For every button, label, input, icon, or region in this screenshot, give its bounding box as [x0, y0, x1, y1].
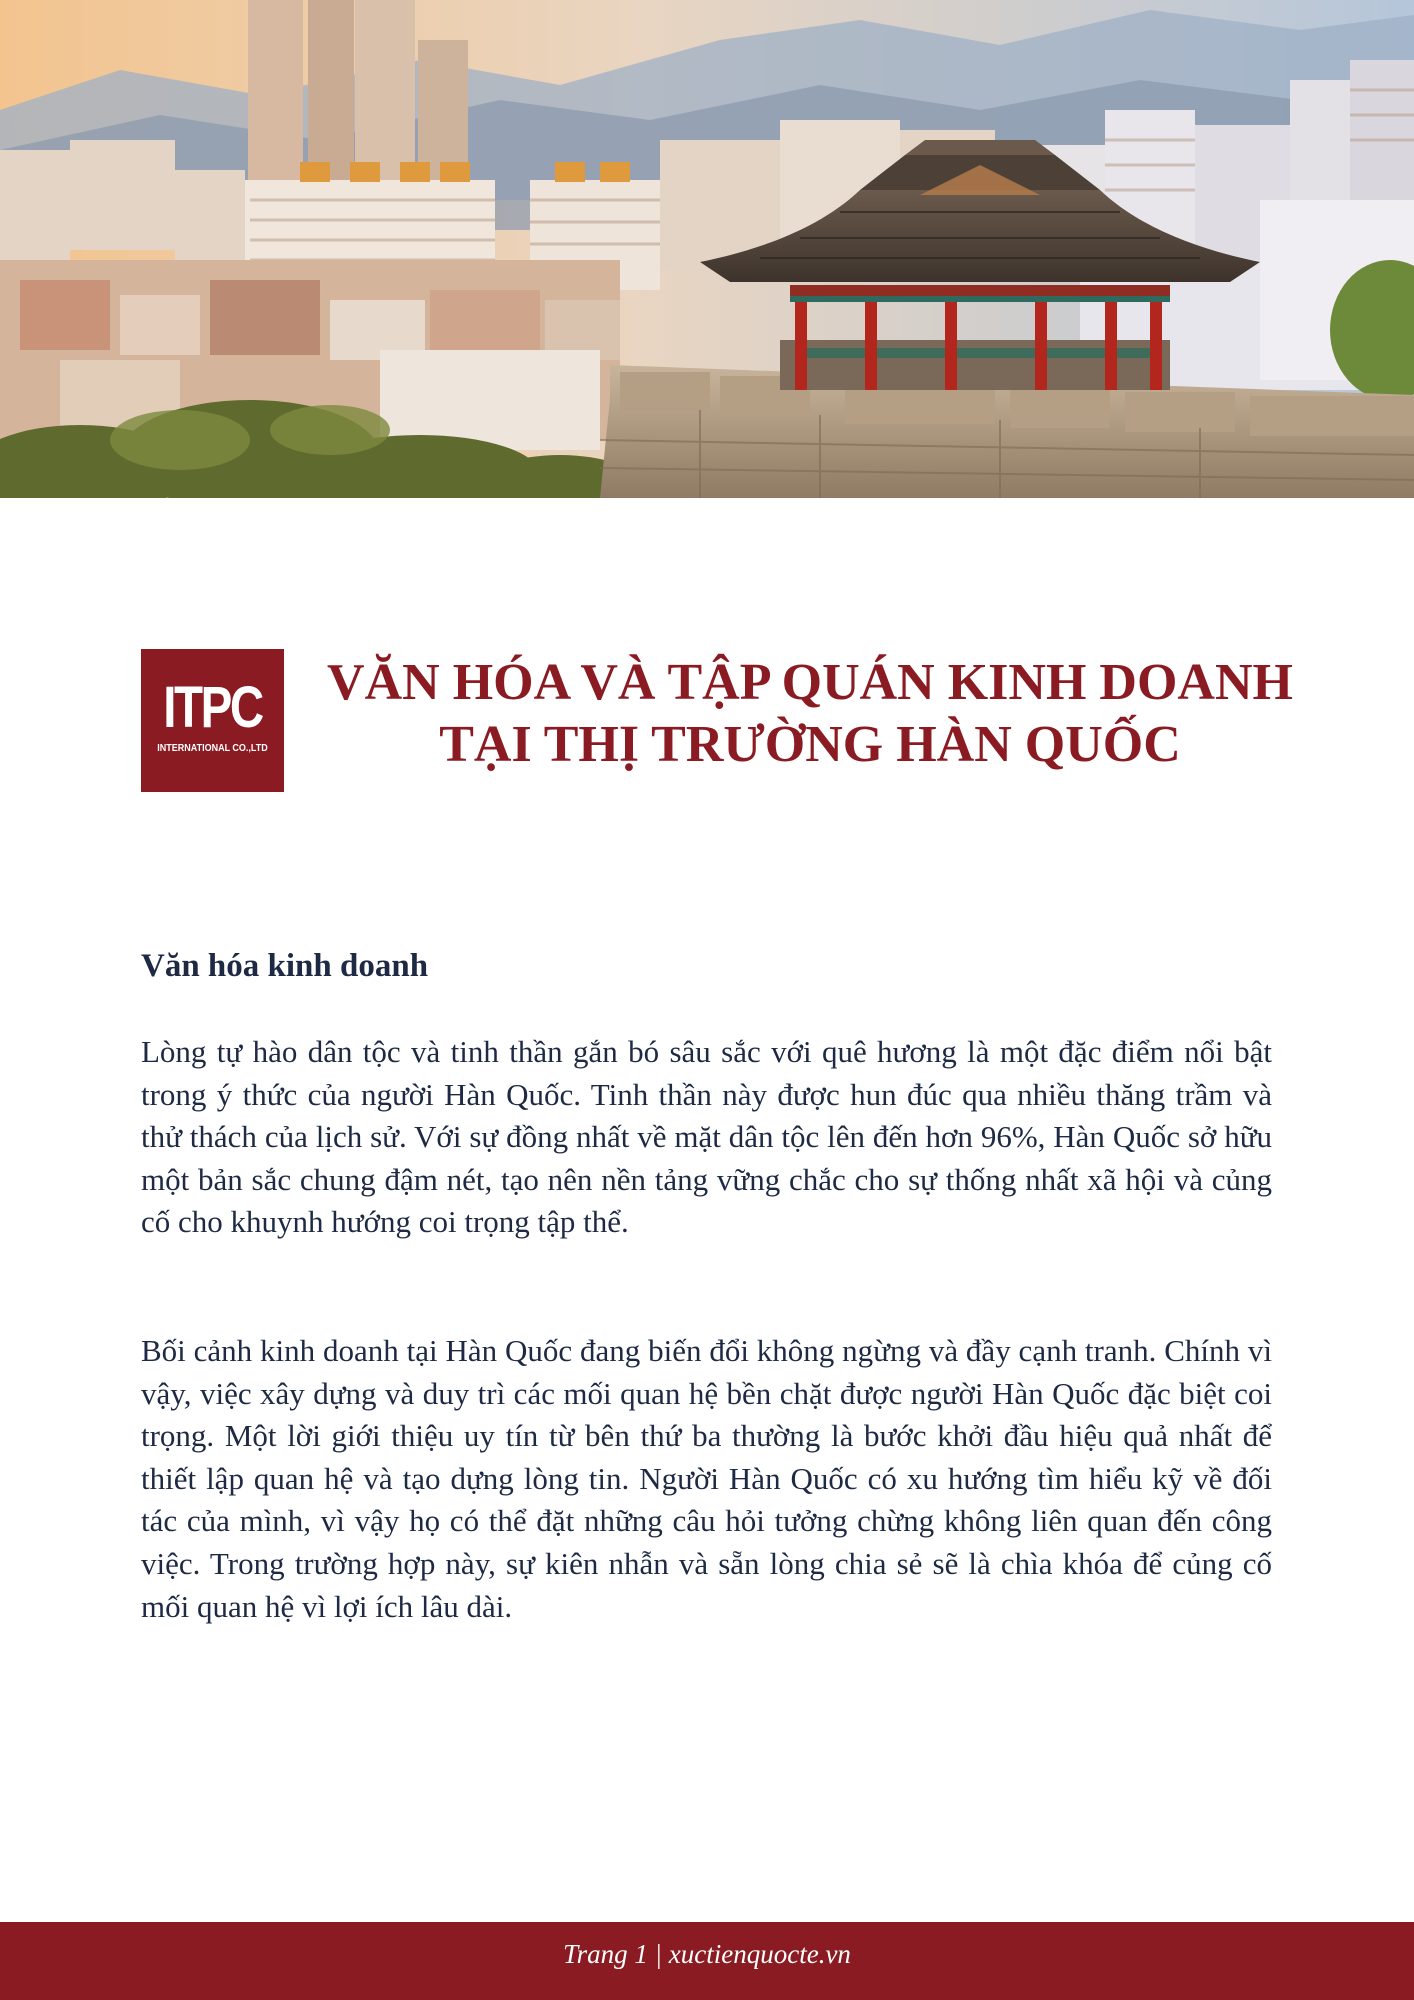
section-heading: Văn hóa kinh doanh	[141, 948, 429, 984]
title-line-2: TẠI THỊ TRƯỜNG HÀN QUỐC	[439, 716, 1181, 773]
title-line-1: VĂN HÓA VÀ TẬP QUÁN KINH DOANH	[327, 654, 1293, 711]
page-footer	[0, 1922, 1414, 2000]
document-title	[300, 652, 1320, 776]
footer-text: Trang 1 | xuctienquocte.vn	[563, 1939, 851, 1969]
logo-sub-text: INTERNATIONAL CO.,LTD	[157, 743, 268, 754]
body-paragraph-2: Bối cảnh kinh doanh tại Hàn Quốc đang biến đổi không ngừng và đầy cạnh tranh. Chính vì vậy, việc xây dựng và duy trì các mối quan hệ bền chặt được người Hàn Quốc đặc biệt coi trọng. Một lời giới thiệu uy tín từ bên thứ ba thường là bước khởi đầu hiệu quả nhất để thiết lập quan hệ và tạo dựng lòng tin. Người Hàn Quốc có xu hướng tìm hiểu kỹ về đối tác của mình, vì vậy họ có thể đặt những câu hỏi tưởng chừng không liên quan đến công việc. Trong trường hợp này, sự kiên nhẫn và sẵn lòng chia sẻ sẽ là chìa khóa để củng cố mối quan hệ vì lợi ích lâu dài.	[141, 1333, 1272, 1624]
logo-main-text: ITPC	[163, 675, 262, 740]
itpc-logo	[141, 649, 284, 792]
korea-cityscape-pavilion-illustration	[0, 0, 1414, 498]
hero-banner-image	[0, 0, 1414, 498]
body-paragraph-1: Lòng tự hào dân tộc và tinh thần gắn bó sâu sắc với quê hương là một đặc điểm nổi bật trong ý thức của người Hàn Quốc. Tinh thần này được hun đúc qua nhiều thăng trầm và thử thách của lịch sử. Với sự đồng nhất về mặt dân tộc lên đến hơn 96%, Hàn Quốc sở hữu một bản sắc chung đậm nét, tạo nên nền tảng vững chắc cho sự thống nhất xã hội và củng cố cho khuynh hướng coi trọng tập thể.	[141, 1034, 1272, 1240]
